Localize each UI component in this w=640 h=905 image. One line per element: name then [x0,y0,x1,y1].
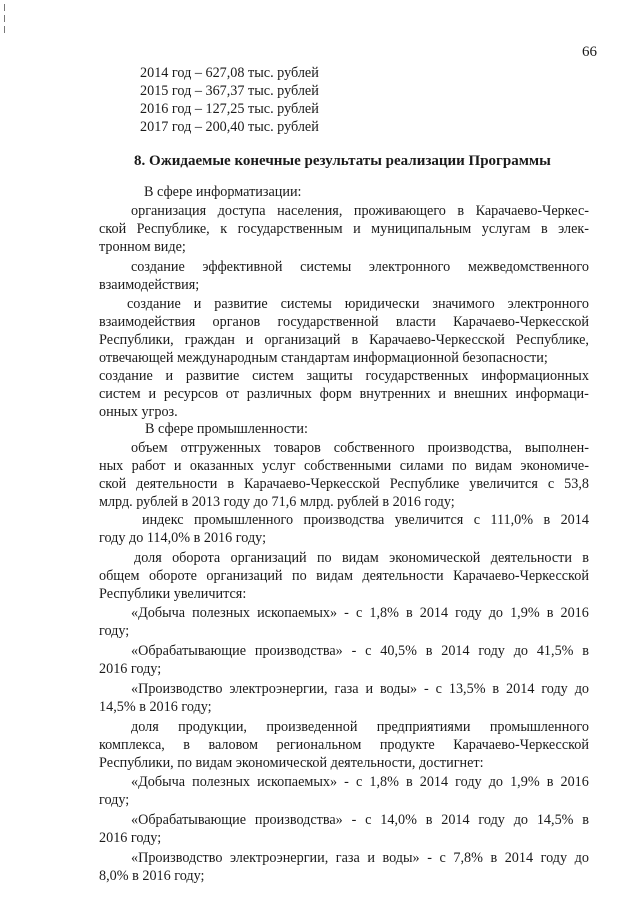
body-line: онных угроз. [99,404,178,420]
body-line: доля оборота организаций по видам экономической деятельности в [134,550,589,566]
body-line: создание и развитие систем защиты государственных информационных [99,368,589,384]
body-line: создание и развитие системы юридически значимого электронного [127,296,589,312]
body-line: 14,5% в 2016 году; [99,699,212,715]
body-line: «Добыча полезных ископаемых» - с 1,8% в 2014 году до 1,9% в 2016 [131,605,589,621]
body-line: В сфере информатизации: [144,184,302,200]
body-line: ных работ и оказанных услуг собственными силами по видам экономиче- [99,458,589,474]
body-line: объем отгруженных товаров собственного производства, выполнен- [131,440,589,456]
body-line: «Добыча полезных ископаемых» - с 1,8% в 2014 году до 1,9% в 2016 [131,774,589,790]
body-line: 2016 году; [99,830,162,846]
body-line: «Производство электроэнергии, газа и воды» - с 7,8% в 2014 году до [131,850,589,866]
body-line: взаимодействия; [99,277,200,293]
body-line: 2016 году; [99,661,162,677]
body-line: В сфере промышленности: [145,421,308,437]
funding-line: 2016 год – 127,25 тыс. рублей [140,101,319,117]
body-line: «Производство электроэнергии, газа и воды» - с 13,5% в 2014 году до [131,681,589,697]
body-line: Республики, по видам экономической деятельности, достигнет: [99,755,484,771]
body-line: ской Республике, к государственным и муниципальным услугам в элек- [99,221,589,237]
body-line: организация доступа населения, проживающего в Карачаево-Черкес- [131,203,589,219]
section-heading: 8. Ожидаемые конечные результаты реализации Программы [134,153,551,169]
body-line: году до 114,0% в 2016 году; [99,530,267,546]
body-line: млрд. рублей в 2013 году до 71,6 млрд. рублей в 2016 году; [99,494,455,510]
body-line: тронном виде; [99,239,186,255]
body-line: Республики увеличится: [99,586,247,602]
body-line: взаимодействия органов государственной власти Карачаево-Черкесской [99,314,589,330]
body-line: общем обороте организаций по видам деятельности Карачаево-Черкесской [99,568,589,584]
body-line: «Обрабатывающие производства» - с 14,0% в 2014 году до 14,5% в [131,812,589,828]
page-number: 66 [582,44,597,60]
funding-line: 2015 год – 367,37 тыс. рублей [140,83,319,99]
body-line: году; [99,792,130,808]
body-line: отвечающей международным стандартам информационной безопасности; [99,350,548,366]
body-line: индекс промышленного производства увеличится с 111,0% в 2014 [142,512,589,528]
body-line: году; [99,623,130,639]
funding-line: 2014 год – 627,08 тыс. рублей [140,65,319,81]
body-line: доля продукции, произведенной предприятиями промышленного [131,719,589,735]
funding-line: 2017 год – 200,40 тыс. рублей [140,119,319,135]
body-line: ской деятельности в Карачаево-Черкесской Республике увеличится с 53,8 [99,476,589,492]
body-line: Республики, граждан и организаций в Карачаево-Черкесской Республике, [99,332,589,348]
body-line: систем и ресурсов от различных форм внутренних и внешних информаци- [99,386,589,402]
scan-edge-marks [4,0,7,40]
body-line: 8,0% в 2016 году; [99,868,205,884]
body-line: комплекса, в валовом региональном продукте Карачаево-Черкесской [99,737,589,753]
body-line: создание эффективной системы электронного межведомственного [131,259,589,275]
body-line: «Обрабатывающие производства» - с 40,5% в 2014 году до 41,5% в [131,643,589,659]
